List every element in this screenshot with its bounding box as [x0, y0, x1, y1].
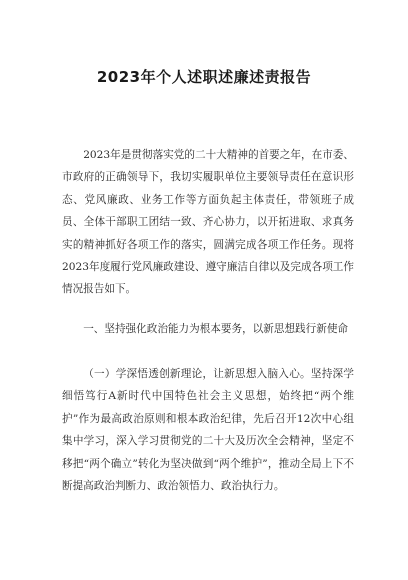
section-heading: 一、坚持强化政治能力为根本要务，以新思想践行新使命 — [83, 323, 349, 335]
document-title: 2023年个人述职述廉述责报告 — [96, 68, 312, 86]
paragraph-subsection: （一）学深悟透创新理论，让新思想入脑入心。坚持深学细悟笃行A新时代中国特色社会主义思想，始终把“两个维护”作为最高政治原则和根本政治纪律，先后召开12次中心组集中学习，深入学习贯彻党的二十大及历次全会精神，坚定不移把“两个确立”转化为坚决做到“两个维护”，推动全局上下不断提高政治判断力、政治领悟力、政治执行力。 — [62, 368, 354, 493]
paragraph-intro: 2023年是贯彻落实党的二十大精神的首要之年，在市委、市政府的正确领导下，我切实履职单位主要领导责任在意识形态、党风廉政、业务工作等方面负起主体责任，带领班子成员、全体干部职工团结一致、齐心协力，以开拓进取、求真务实的精神抓好各项工作的落实，圆满完成各项工作任务。现将2023年度履行党风廉政建设、遵守廉洁自律以及完成各项工作情况报告如下。 — [62, 149, 354, 296]
